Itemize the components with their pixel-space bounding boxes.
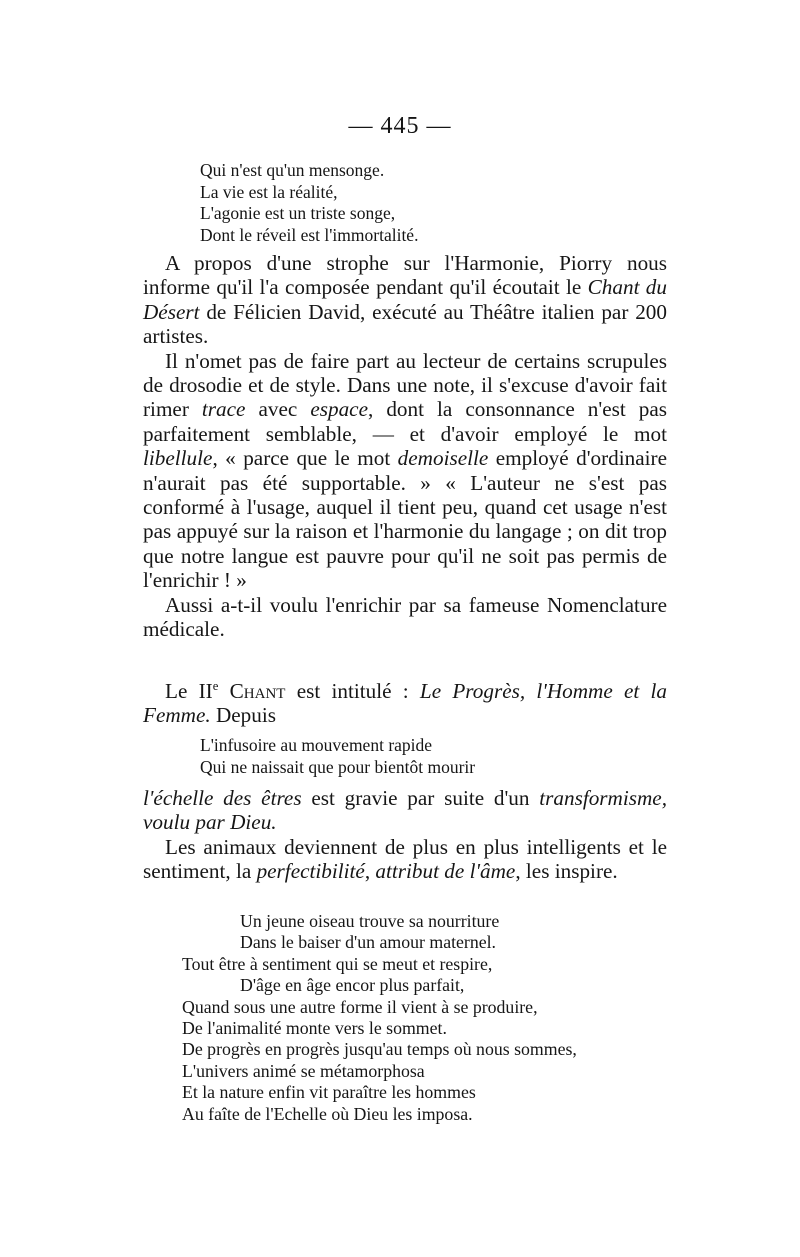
prose-block-1 xyxy=(143,251,667,642)
paragraph-harmonie xyxy=(143,251,667,349)
italic-phrase: transformisme, voulu par Dieu. xyxy=(143,786,667,835)
italic-word: trace xyxy=(201,397,246,422)
italic-word: perfectibilité xyxy=(256,859,365,884)
verse-line: Un jeune oiseau trouve sa nourriture xyxy=(240,911,500,931)
text-run: Aussi a-t-il voulu l'enrichir par sa fameuse Nomenclature médicale. xyxy=(143,592,667,642)
verse-line: Qui ne naissait que pour bientôt mourir xyxy=(200,756,476,777)
italic-title: Le Progrès, l'Homme et la Femme. xyxy=(143,679,668,728)
text-run: est gravie par suite d'un xyxy=(301,786,540,810)
verse-line: Dans le baiser d'un amour maternel. xyxy=(240,932,497,953)
italic-title: Chant du Désert xyxy=(143,275,667,324)
text-run: de Félicien David, exécuté au Théâtre italien par 200 artistes. xyxy=(143,299,667,349)
italic-word: libellule xyxy=(143,446,213,471)
verse-line: De progrès en progrès jusqu'au temps où nous sommes, xyxy=(182,1039,577,1060)
verse-line: Qui n'est qu'un mensonge. xyxy=(200,160,385,180)
paragraph-echelle xyxy=(143,786,667,835)
verse-line: Dont le réveil est l'immortalité. xyxy=(200,224,419,245)
verse-line: Quand sous une autre forme il vient à se produire, xyxy=(182,996,538,1017)
italic-phrase: attribut de l'âme xyxy=(375,859,516,884)
superscript: e xyxy=(212,678,219,693)
text-run: , les inspire. xyxy=(515,859,618,884)
text-run: , dont la consonnance n'est pas parfaitement semblable, — et d'avoir employé le mot xyxy=(143,397,668,446)
paragraph-nomenclature xyxy=(143,593,667,642)
text-run: est intitulé : xyxy=(285,679,420,703)
verse-line: D'âge en âge encor plus parfait, xyxy=(240,975,465,996)
verse-line: L'agonie est un triste songe, xyxy=(200,203,396,223)
paragraph-scrupules xyxy=(143,349,667,593)
text-run: Depuis xyxy=(210,703,276,728)
italic-word: espace xyxy=(310,397,368,422)
italic-word: demoiselle xyxy=(397,446,489,471)
text-run: Il n'omet pas de faire part au lecteur de certains scrupules de drosodie et de style. Dans une note, il s'excuse d'avoir fait rimer xyxy=(143,348,667,422)
text-run: Le II xyxy=(165,679,213,703)
text-run: A propos d'une strophe sur l'Harmonie, Piorry nous informe qu'il l'a composée pendant qu'il écoutait le xyxy=(143,251,667,300)
text-run: Les animaux deviennent de plus en plus intelligents et le sentiment, la xyxy=(143,834,667,884)
text-run: employé d'ordinaire n'aurait pas été supportable. » « L'auteur ne s'est pas conformé à l'usage, auquel il tient peu, quand cet usage n'est pas appuyé sur la raison et l'harmonie du langage ; on dit trop que notre langue est pauvre pour qu'il ne soit pas permis de l'enrichir ! » xyxy=(143,446,667,593)
verse-line: La vie est la réalité, xyxy=(200,181,338,202)
verse-line: L'infusoire au mouvement rapide xyxy=(200,735,433,755)
text-run: , « parce que le mot xyxy=(212,446,398,471)
verse-line: De l'animalité monte vers le sommet. xyxy=(182,1018,447,1039)
prose-block-3 xyxy=(143,786,667,884)
verse-line: Au faîte de l'Echelle où Dieu les imposa. xyxy=(182,1103,473,1124)
text-run: avec xyxy=(245,397,311,422)
verse-line: L'univers animé se métamorphosa xyxy=(182,1060,425,1081)
verse-block-1 xyxy=(200,160,418,246)
verse-line: Tout être à sentiment qui se meut et respire, xyxy=(182,953,493,974)
page-number: — 445 — xyxy=(348,113,452,139)
text-run: , xyxy=(364,859,376,884)
small-caps-word: Chant xyxy=(229,679,286,703)
paragraph-chant xyxy=(143,679,667,728)
verse-block-3 xyxy=(182,911,577,1125)
prose-block-2 xyxy=(143,679,667,728)
verse-block-2 xyxy=(200,735,475,778)
paragraph-animaux xyxy=(143,835,667,884)
verse-line: Et la nature enfin vit paraître les hommes xyxy=(182,1082,476,1103)
italic-phrase: l'échelle des êtres xyxy=(143,786,302,810)
